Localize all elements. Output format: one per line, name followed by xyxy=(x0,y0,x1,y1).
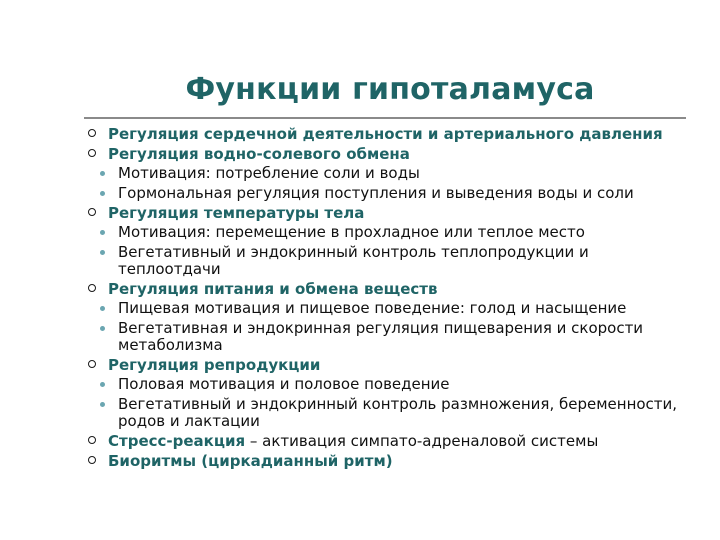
dot-bullet-icon xyxy=(100,402,105,407)
list-item-heading: Регуляция температуры тела xyxy=(108,204,365,222)
list-item-heading: Регуляция сердечной деятельности и артериального давления xyxy=(108,125,663,143)
sub-list-item-text: Пищевая мотивация и пищевое поведение: голод и насыщение xyxy=(118,299,627,317)
ring-bullet-icon xyxy=(88,208,96,216)
list-item-detail: – активация симпато-адреналовой системы xyxy=(245,432,599,450)
list-item-heading: Регуляция водно-солевого обмена xyxy=(108,145,410,163)
sub-list-item xyxy=(88,396,688,430)
sub-list-item xyxy=(88,300,688,317)
dot-bullet-icon xyxy=(100,171,105,176)
sub-list-item xyxy=(88,185,688,202)
sub-list-item xyxy=(88,224,688,241)
title-divider xyxy=(84,117,686,119)
sub-list xyxy=(88,376,688,430)
ring-bullet-icon xyxy=(88,284,96,292)
sub-list-item xyxy=(88,320,688,354)
list-item-heading: Стресс-реакция xyxy=(108,432,246,450)
dot-bullet-icon xyxy=(100,382,105,387)
list-item-heading: Биоритмы (циркадианный ритм) xyxy=(108,452,393,470)
dot-bullet-icon xyxy=(100,230,105,235)
ring-bullet-icon xyxy=(88,360,96,368)
ring-bullet-icon xyxy=(88,436,96,444)
sub-list-item-text: Вегетативная и эндокринная регуляция пищеварения и скорости метаболизма xyxy=(118,319,644,354)
list-item xyxy=(88,357,688,430)
bullet-list xyxy=(88,126,688,473)
dot-bullet-icon xyxy=(100,250,105,255)
sub-list-item xyxy=(88,165,688,182)
sub-list-item xyxy=(88,244,688,278)
sub-list-item-text: Половая мотивация и половое поведение xyxy=(118,375,450,393)
dot-bullet-icon xyxy=(100,326,105,331)
list-item xyxy=(88,433,688,450)
ring-bullet-icon xyxy=(88,149,96,157)
list-item-heading: Регуляция питания и обмена веществ xyxy=(108,280,438,298)
sub-list-item-text: Вегетативный и эндокринный контроль размножения, беременности, родов и лактации xyxy=(118,395,678,430)
list-item xyxy=(88,453,688,470)
sub-list xyxy=(88,300,688,354)
sub-list-item-text: Мотивация: перемещение в прохладное или теплое место xyxy=(118,223,585,241)
slide-title: Функции гипоталамуса xyxy=(185,72,595,107)
sub-list-item-text: Вегетативный и эндокринный контроль теплопродукции и теплоотдачи xyxy=(118,243,589,278)
dot-bullet-icon xyxy=(100,306,105,311)
ring-bullet-icon xyxy=(88,456,96,464)
sub-list xyxy=(88,165,688,202)
list-item xyxy=(88,205,688,278)
list-item xyxy=(88,126,688,143)
list-item-heading: Регуляция репродукции xyxy=(108,356,321,374)
sub-list-item-text: Гормональная регуляция поступления и выведения воды и соли xyxy=(118,184,634,202)
ring-bullet-icon xyxy=(88,129,96,137)
sub-list-item-text: Мотивация: потребление соли и воды xyxy=(118,164,420,182)
sub-list-item xyxy=(88,376,688,393)
sub-list xyxy=(88,224,688,278)
list-item xyxy=(88,146,688,202)
dot-bullet-icon xyxy=(100,191,105,196)
list-item xyxy=(88,281,688,354)
